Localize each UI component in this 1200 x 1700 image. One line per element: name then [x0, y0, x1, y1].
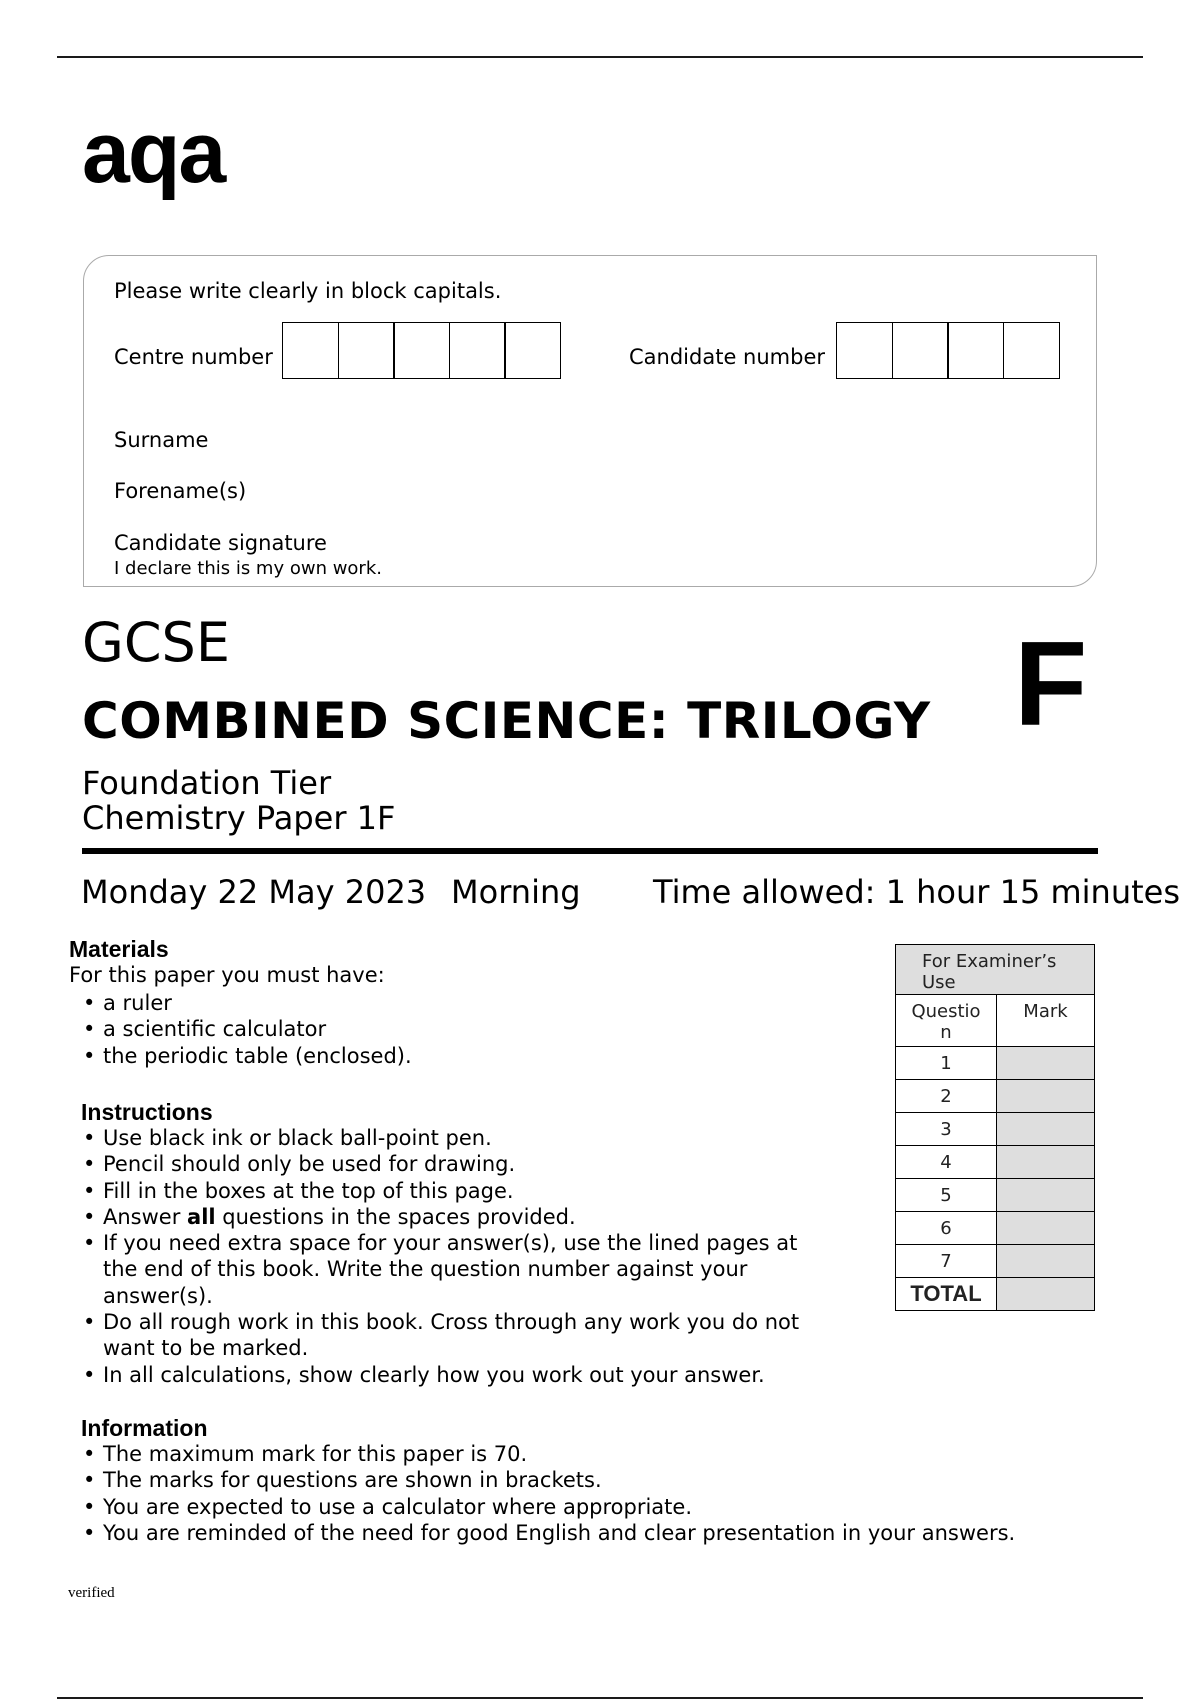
total-row — [896, 1278, 1095, 1311]
centre-digit-box[interactable] — [338, 322, 395, 379]
examiner-heading-line: Use — [922, 972, 956, 993]
list-item-line: answer(s). — [103, 1283, 213, 1308]
list-item — [81, 1230, 799, 1309]
centre-digit-box[interactable] — [282, 322, 339, 379]
candidate-digit-box[interactable] — [836, 322, 893, 379]
list-item-line: Do all rough work in this book. Cross through any work you do not — [103, 1310, 800, 1335]
information-list — [81, 1441, 1015, 1546]
list-item — [81, 1204, 799, 1230]
list-item-line: the end of this book. Write the question number against your — [103, 1257, 748, 1282]
information-heading: Information — [81, 1415, 208, 1441]
centre-digit-box[interactable] — [504, 322, 561, 379]
table-row — [896, 1146, 1095, 1179]
table-row — [896, 1080, 1095, 1113]
question-header-line: Questio — [911, 1001, 981, 1022]
time-allowed: Time allowed: 1 hour 15 minutes — [653, 873, 1180, 911]
bottom-rule — [57, 1697, 1143, 1699]
candidate-digit-box[interactable] — [1003, 322, 1060, 379]
mark-cell — [997, 1080, 1095, 1113]
list-item: • Pencil should only be used for drawing. — [81, 1151, 799, 1177]
tier-name: Foundation Tier — [82, 764, 332, 802]
table-row — [896, 1113, 1095, 1146]
list-item: • In all calculations, show clearly how you work out your answer. — [81, 1362, 799, 1388]
list-item-text: Answer — [103, 1204, 188, 1229]
question-number: 1 — [896, 1047, 997, 1080]
list-item: • The maximum mark for this paper is 70. — [81, 1441, 1015, 1467]
materials-list — [81, 990, 412, 1069]
qualification-title: GCSE — [82, 611, 230, 674]
candidate-details-box — [83, 255, 1097, 587]
centre-number-boxes — [282, 322, 561, 379]
question-number: 7 — [896, 1245, 997, 1278]
exam-date: Monday 22 May 2023 — [81, 873, 427, 911]
block-capitals-instruction: Please write clearly in block capitals. — [114, 279, 502, 303]
list-item: • Use black ink or black ball-point pen. — [81, 1125, 799, 1151]
list-item: • the periodic table (enclosed). — [81, 1043, 412, 1069]
mark-cell — [997, 1179, 1095, 1212]
emphasis-all: all — [187, 1204, 216, 1229]
mark-cell — [997, 1212, 1095, 1245]
examiner-heading-line: For Examiner’s — [922, 951, 1057, 972]
exam-session: Morning — [451, 873, 581, 911]
total-label: TOTAL — [896, 1278, 997, 1311]
mark-cell — [997, 1245, 1095, 1278]
list-item-text: questions in the spaces provided. — [215, 1204, 576, 1229]
top-rule — [57, 56, 1143, 58]
mark-cell — [997, 1047, 1095, 1080]
list-item-line: want to be marked. — [103, 1336, 309, 1361]
title-divider — [82, 848, 1098, 854]
list-item: • a ruler — [81, 990, 412, 1016]
table-row — [896, 1245, 1095, 1278]
list-item: • The marks for questions are shown in brackets. — [81, 1467, 1015, 1493]
materials-intro: For this paper you must have: — [69, 963, 385, 987]
centre-number-label: Centre number — [114, 345, 273, 369]
question-number: 3 — [896, 1113, 997, 1146]
question-column-header — [896, 995, 997, 1047]
table-row — [896, 1179, 1095, 1212]
subject-title: COMBINED SCIENCE: TRILOGY — [82, 692, 931, 750]
list-item: • Fill in the boxes at the top of this page. — [81, 1178, 799, 1204]
table-row — [896, 1047, 1095, 1080]
question-number: 4 — [896, 1146, 997, 1179]
own-work-declaration: I declare this is my own work. — [114, 558, 382, 579]
question-number: 5 — [896, 1179, 997, 1212]
candidate-digit-box[interactable] — [947, 322, 1004, 379]
signature-label: Candidate signature — [114, 531, 327, 555]
surname-label: Surname — [114, 428, 209, 452]
forenames-label: Forename(s) — [114, 479, 247, 503]
list-item: • You are reminded of the need for good English and clear presentation in your answers. — [81, 1520, 1015, 1546]
candidate-number-boxes — [836, 322, 1060, 379]
candidate-number-label: Candidate number — [629, 345, 825, 369]
examiner-use-table — [895, 944, 1095, 1311]
candidate-digit-box[interactable] — [892, 322, 949, 379]
paper-name: Chemistry Paper 1F — [82, 799, 396, 837]
examiner-table-heading — [896, 945, 1095, 995]
materials-heading: Materials — [69, 936, 169, 962]
verified-stamp: verified — [68, 1585, 115, 1601]
mark-column-header: Mark — [997, 995, 1095, 1047]
question-number: 6 — [896, 1212, 997, 1245]
list-item-line: If you need extra space for your answer(s), use the lined pages at — [103, 1231, 798, 1256]
instructions-heading: Instructions — [81, 1099, 213, 1125]
centre-digit-box[interactable] — [393, 322, 450, 379]
tier-letter: F — [1014, 617, 1088, 751]
question-number: 2 — [896, 1080, 997, 1113]
list-item: • a scientific calculator — [81, 1016, 412, 1042]
question-header-line: n — [940, 1022, 952, 1043]
mark-cell — [997, 1113, 1095, 1146]
table-row — [896, 1212, 1095, 1245]
list-item: • You are expected to use a calculator where appropriate. — [81, 1494, 1015, 1520]
mark-cell — [997, 1146, 1095, 1179]
aqa-logo: aqa — [82, 105, 225, 201]
centre-digit-box[interactable] — [449, 322, 506, 379]
list-item — [81, 1309, 799, 1362]
instructions-list — [81, 1125, 799, 1388]
total-mark-cell — [997, 1278, 1095, 1311]
